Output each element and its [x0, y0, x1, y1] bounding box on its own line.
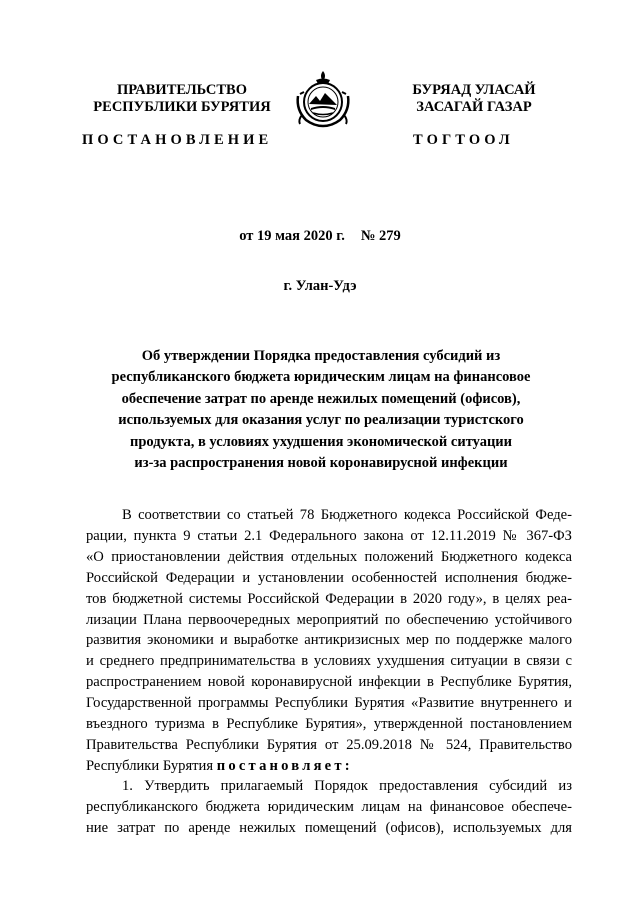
- title-line: продукта, в условиях ухудшения экономической ситуации: [129, 433, 513, 450]
- government-name-buryat-line1: БУРЯАД УЛАСАЙ: [412, 82, 536, 98]
- government-name-line1: ПРАВИТЕЛЬСТВО: [117, 82, 247, 98]
- government-name-buryat-line2: ЗАСАГАЙ ГАЗАР: [416, 99, 532, 115]
- paragraph-line: и среднего предпринимательства в условиях ухудшения ситуации в связи с: [86, 653, 572, 670]
- document-date-number: [0, 228, 640, 245]
- paragraph-preamble: [86, 505, 572, 777]
- government-name-buryat: [386, 82, 562, 116]
- paragraph-line: тов бюджетной системы Российской Федерации в 2020 году», в целях реа-: [86, 590, 572, 607]
- title-line: из-за распространения новой коронавирусной инфекции: [134, 455, 508, 472]
- government-name-russian: [82, 82, 282, 116]
- paragraph-last-prefix: Республики Бурятия: [86, 757, 217, 774]
- paragraph-line: «О приостановлении действия отдельных положений Бюджетного кодекса: [86, 548, 572, 565]
- paragraph-line: Правительства Республики Бурятия от 25.09.2018 № 524, Правительство: [86, 736, 572, 753]
- paragraph-line: республиканского бюджета юридическим лицам на финансовое обеспече-: [86, 798, 572, 815]
- paragraph-line: 1. Утвердить прилагаемый Порядок предоставления субсидий из: [122, 778, 572, 794]
- paragraph-item-1: [86, 776, 572, 839]
- title-line: обеспечение затрат по аренде нежилых помещений (офисов),: [121, 390, 521, 407]
- paragraph-line: В соответствии со статьей 78 Бюджетного кодекса Российской Феде-: [122, 507, 572, 523]
- title-line: используемых для оказания услуг по реализации туристского: [118, 412, 524, 429]
- document-number: № 279: [360, 228, 401, 244]
- paragraph-line: ние затрат по аренде нежилых помещений (офисов), используемых для: [86, 819, 572, 836]
- paragraph-line: лизации Плана первоочередных мероприятий по обеспечению устойчивого: [86, 611, 572, 628]
- paragraph-last-line: [86, 756, 572, 777]
- title-line: Об утверждении Порядка предоставления субсидий из: [141, 348, 501, 364]
- paragraph-line: рации, пункта 9 статьи 2.1 Федерального закона от 12.11.2019 № 367-ФЗ: [86, 527, 572, 544]
- coat-of-arms-emblem: [294, 68, 352, 128]
- document-title: [90, 346, 552, 474]
- government-name-line2: РЕСПУБЛИКИ БУРЯТИЯ: [93, 99, 271, 115]
- document-city: г. Улан-Удэ: [283, 278, 357, 294]
- document-date: от 19 мая 2020 г.: [239, 228, 345, 244]
- paragraph-line: развития экономики и выработке антикризисных мер по поддержке малого: [86, 632, 572, 649]
- document-type-buryat: ТОГТООЛ: [413, 132, 514, 148]
- paragraph-line: распространением новой коронавирусной инфекции в Республике Бурятия,: [86, 674, 572, 691]
- title-line: республиканского бюджета юридическим лицам на финансовое: [111, 369, 531, 386]
- resolution-keyword: постановляет:: [216, 757, 353, 774]
- paragraph-line: Российской Федерации и установлении особенностей исполнения бюдже-: [86, 569, 572, 586]
- paragraph-line: Государственной программы Республики Бурятия «Развитие внутреннего и: [86, 695, 572, 712]
- document-type-russian: ПОСТАНОВЛЕНИЕ: [82, 132, 273, 148]
- paragraph-line: въездного туризма в Республике Бурятия», утвержденной постановлением: [86, 716, 572, 733]
